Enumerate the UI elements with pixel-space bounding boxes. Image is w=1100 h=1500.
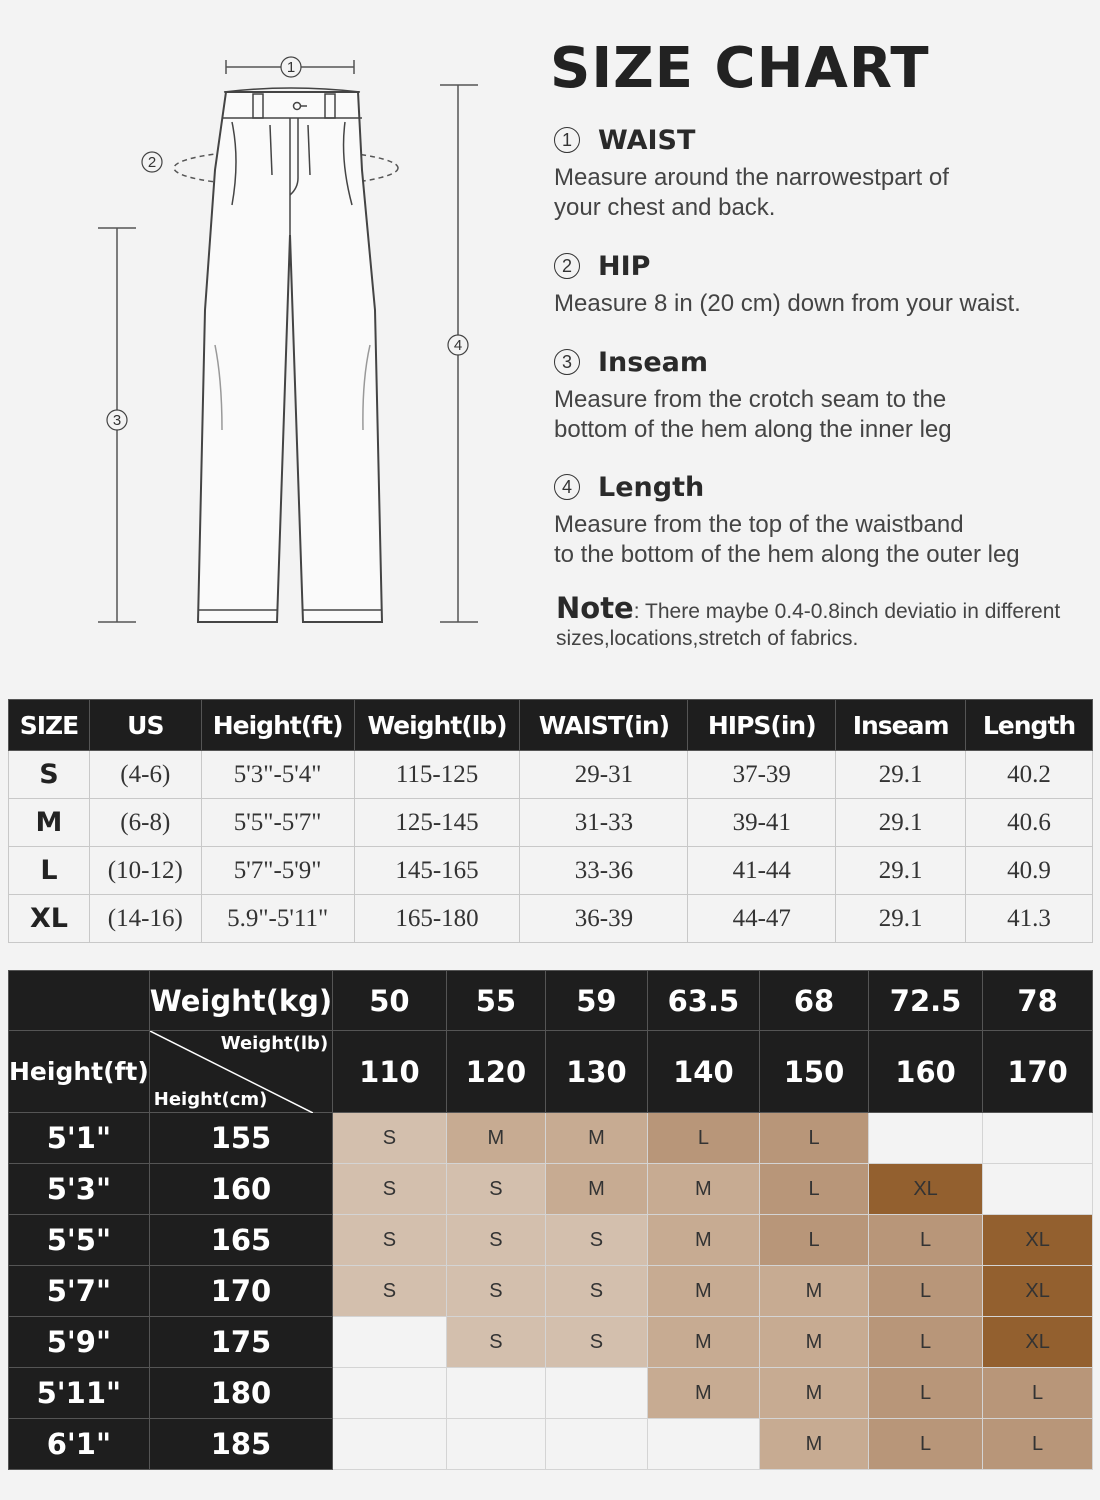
height-ft-label: Height(ft) [9, 1031, 150, 1113]
size-recommendation-cell: M [760, 1266, 869, 1317]
inseam-cell: 29.1 [836, 895, 966, 943]
inseam-cell: 29.1 [836, 751, 966, 799]
corner-cell [149, 1031, 332, 1113]
us-cell: (6-8) [89, 799, 201, 847]
size-recommendation-cell: M [647, 1215, 759, 1266]
size-recommendation-cell: L [760, 1164, 869, 1215]
length-cell: 40.2 [966, 751, 1093, 799]
height-ft-cell: 5'9" [9, 1317, 150, 1368]
fit-row [9, 1215, 1093, 1266]
size-cell: S [9, 751, 90, 799]
note [556, 591, 1096, 652]
size-recommendation-cell: L [868, 1266, 982, 1317]
weight-cell: 165-180 [354, 895, 520, 943]
size-recommendation-cell: L [983, 1368, 1093, 1419]
length-cell: 41.3 [966, 895, 1093, 943]
size-recommendation-cell: S [333, 1266, 446, 1317]
height-cm-cell: 160 [149, 1164, 332, 1215]
size-recommendation-cell [983, 1113, 1093, 1164]
page-title: SIZE CHART [550, 36, 930, 101]
height-cm-cell: 175 [149, 1317, 332, 1368]
marker-3: 3 [112, 412, 122, 429]
weight-lb-label: Weight(lb) [220, 1033, 329, 1054]
size-recommendation-cell: L [760, 1113, 869, 1164]
section-length [554, 470, 1094, 570]
size-recommendation-cell: L [760, 1215, 869, 1266]
size-recommendation-cell: L [983, 1419, 1093, 1470]
inseam-cell: 29.1 [836, 799, 966, 847]
size-recommendation-cell: L [868, 1317, 982, 1368]
height-cell: 5'3"-5'4" [201, 751, 354, 799]
height-ft-cell: 5'5" [9, 1215, 150, 1266]
lb-cell: 140 [647, 1031, 759, 1113]
table-row [9, 799, 1093, 847]
weight-cell: 145-165 [354, 847, 520, 895]
size-recommendation-cell: S [546, 1266, 647, 1317]
size-recommendation-cell: M [647, 1368, 759, 1419]
section-title: WAIST [598, 124, 696, 156]
us-cell: (4-6) [89, 751, 201, 799]
table-row [9, 895, 1093, 943]
size-recommendation-cell: S [446, 1266, 546, 1317]
kg-cell: 78 [983, 971, 1093, 1031]
size-recommendation-cell: S [546, 1317, 647, 1368]
size-recommendation-cell: M [760, 1368, 869, 1419]
note-label: Note [556, 591, 634, 625]
size-recommendation-cell [333, 1368, 446, 1419]
header-weight: Weight(lb) [354, 700, 520, 751]
fit-row [9, 1164, 1093, 1215]
height-cell: 5'5"-5'7" [201, 799, 354, 847]
size-cell: M [9, 799, 90, 847]
marker-2: 2 [147, 154, 157, 171]
fit-row [9, 1113, 1093, 1164]
fit-row [9, 1419, 1093, 1470]
length-cell: 40.6 [966, 799, 1093, 847]
size-recommendation-cell: XL [868, 1164, 982, 1215]
size-cell: XL [9, 895, 90, 943]
hips-cell: 41-44 [688, 847, 836, 895]
height-cm-cell: 165 [149, 1215, 332, 1266]
size-cell: L [9, 847, 90, 895]
height-cm-cell: 180 [149, 1368, 332, 1419]
us-cell: (14-16) [89, 895, 201, 943]
height-ft-cell: 5'7" [9, 1266, 150, 1317]
weight-kg-label: Weight(kg) [149, 971, 332, 1031]
section-inseam [554, 345, 1094, 445]
height-cell: 5.9"-5'11" [201, 895, 354, 943]
marker-1: 1 [286, 59, 296, 76]
size-recommendation-cell: S [333, 1164, 446, 1215]
weight-cell: 115-125 [354, 751, 520, 799]
size-recommendation-cell [546, 1419, 647, 1470]
marker-4: 4 [453, 337, 463, 354]
lb-cell: 160 [868, 1031, 982, 1113]
fit-row [9, 1368, 1093, 1419]
hips-cell: 39-41 [688, 799, 836, 847]
size-recommendation-cell: S [446, 1164, 546, 1215]
lb-cell: 150 [760, 1031, 869, 1113]
size-recommendation-cell: M [647, 1317, 759, 1368]
section-description: Measure around the narrowestpart of your chest and back. [554, 164, 949, 221]
kg-cell: 68 [760, 971, 869, 1031]
size-recommendation-cell: L [868, 1368, 982, 1419]
note-text: There maybe 0.4-0.8inch deviatio in different sizes,locations,stretch of fabrics. [556, 600, 1061, 650]
size-recommendation-cell: M [546, 1164, 647, 1215]
header-inseam: Inseam [836, 700, 966, 751]
size-recommendation-cell: M [647, 1266, 759, 1317]
size-recommendation-cell: S [446, 1317, 546, 1368]
height-cm-cell: 170 [149, 1266, 332, 1317]
header-length: Length [966, 700, 1093, 751]
inseam-cell: 29.1 [836, 847, 966, 895]
height-cell: 5'7"-5'9" [201, 847, 354, 895]
size-recommendation-cell [333, 1317, 446, 1368]
weight-cell: 125-145 [354, 799, 520, 847]
height-ft-cell: 5'11" [9, 1368, 150, 1419]
height-ft-cell: 5'1" [9, 1113, 150, 1164]
size-recommendation-cell: S [446, 1215, 546, 1266]
lb-cell: 130 [546, 1031, 647, 1113]
size-recommendation-cell: M [647, 1164, 759, 1215]
number-badge: 1 [554, 127, 580, 153]
waist-cell: 36-39 [520, 895, 688, 943]
section-waist [554, 123, 1094, 223]
number-badge: 4 [554, 474, 580, 500]
size-recommendation-cell [446, 1368, 546, 1419]
size-recommendation-cell: M [546, 1113, 647, 1164]
height-cm-label: Height(cm) [153, 1089, 268, 1110]
fit-row [9, 1266, 1093, 1317]
size-recommendation-cell: S [333, 1113, 446, 1164]
size-table [8, 699, 1093, 943]
lb-cell: 120 [446, 1031, 546, 1113]
header-hips: HIPS(in) [688, 700, 836, 751]
size-recommendation-cell: S [546, 1215, 647, 1266]
hips-cell: 44-47 [688, 895, 836, 943]
section-title: HIP [598, 250, 651, 282]
size-recommendation-cell: L [868, 1419, 982, 1470]
kg-cell: 50 [333, 971, 446, 1031]
pants-diagram [0, 0, 540, 690]
number-badge: 3 [554, 349, 580, 375]
lb-cell: 170 [983, 1031, 1093, 1113]
size-recommendation-cell: XL [983, 1266, 1093, 1317]
waist-cell: 31-33 [520, 799, 688, 847]
kg-cell: 72.5 [868, 971, 982, 1031]
lb-header-row [9, 1031, 1093, 1113]
waist-cell: 33-36 [520, 847, 688, 895]
kg-header-row [9, 971, 1093, 1031]
size-table-header [9, 700, 1093, 751]
number-badge: 2 [554, 253, 580, 279]
table-row [9, 751, 1093, 799]
note-colon: : [633, 600, 640, 623]
size-recommendation-cell [333, 1419, 446, 1470]
waist-cell: 29-31 [520, 751, 688, 799]
header-size: SIZE [9, 700, 90, 751]
size-recommendation-cell [983, 1164, 1093, 1215]
size-recommendation-cell: XL [983, 1317, 1093, 1368]
section-description: Measure from the top of the waistband to the bottom of the hem along the outer leg [554, 511, 1020, 568]
header-waist: WAIST(in) [520, 700, 688, 751]
section-title: Inseam [598, 346, 709, 378]
us-cell: (10-12) [89, 847, 201, 895]
size-recommendation-cell [868, 1113, 982, 1164]
size-recommendation-cell: L [647, 1113, 759, 1164]
kg-cell: 63.5 [647, 971, 759, 1031]
size-recommendation-cell: XL [983, 1215, 1093, 1266]
kg-cell: 55 [446, 971, 546, 1031]
header-height: Height(ft) [201, 700, 354, 751]
section-description: Measure 8 in (20 cm) down from your waist. [554, 290, 1021, 317]
size-recommendation-cell [446, 1419, 546, 1470]
section-hip [554, 249, 1094, 319]
height-ft-cell: 6'1" [9, 1419, 150, 1470]
length-cell: 40.9 [966, 847, 1093, 895]
section-description: Measure from the crotch seam to the bottom of the hem along the inner leg [554, 386, 952, 443]
height-ft-cell: 5'3" [9, 1164, 150, 1215]
table-row [9, 847, 1093, 895]
section-title: Length [598, 471, 705, 503]
fit-row [9, 1317, 1093, 1368]
size-recommendation-cell: M [446, 1113, 546, 1164]
height-cm-cell: 185 [149, 1419, 332, 1470]
size-recommendation-cell: L [868, 1215, 982, 1266]
fit-table [8, 970, 1093, 1470]
lb-cell: 110 [333, 1031, 446, 1113]
header-us: US [89, 700, 201, 751]
hips-cell: 37-39 [688, 751, 836, 799]
size-recommendation-cell: M [760, 1419, 869, 1470]
height-cm-cell: 155 [149, 1113, 332, 1164]
kg-cell: 59 [546, 971, 647, 1031]
size-recommendation-cell [546, 1368, 647, 1419]
size-recommendation-cell: S [333, 1215, 446, 1266]
size-recommendation-cell [647, 1419, 759, 1470]
size-recommendation-cell: M [760, 1317, 869, 1368]
